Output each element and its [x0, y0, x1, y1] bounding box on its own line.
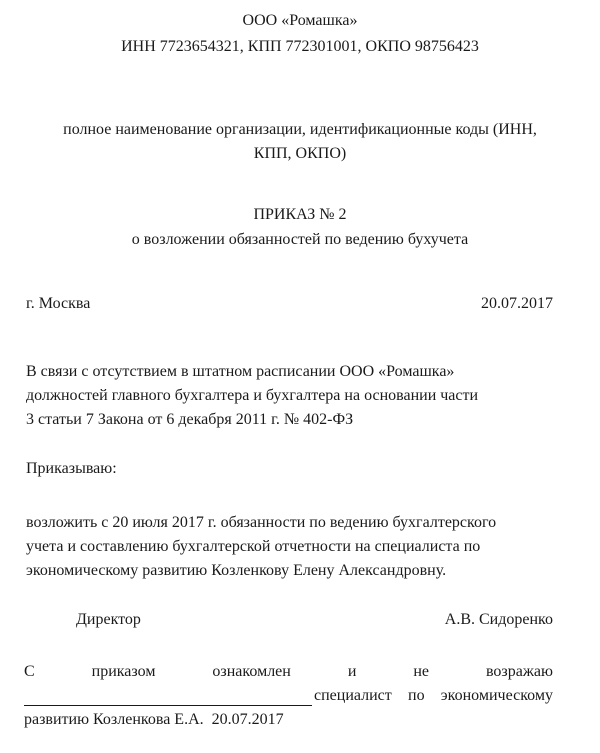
ack-word: экономическому — [440, 687, 553, 704]
ack-word: ознакомлен — [212, 663, 291, 680]
preamble-line-3: 3 статьи 7 Закона от 6 декабря 2011 г. № 402-ФЗ — [26, 411, 354, 428]
organization-codes: ИНН 7723654321, КПП 772301001, ОКПО 98756423 — [121, 38, 479, 55]
ack-position-words — [314, 686, 553, 706]
order-word: Приказываю: — [26, 460, 117, 477]
ack-word: возражаю — [485, 663, 553, 680]
signatory-name: А.В. Сидоренко — [444, 611, 553, 628]
order-title: ПРИКАЗ № 2 — [253, 206, 347, 223]
acknowledgement-line-1 — [24, 662, 553, 682]
signature-row — [76, 610, 553, 630]
preamble-line-1: В связи с отсутствием в штатном расписании ООО «Ромашка» — [26, 363, 455, 380]
organization-hint-line-1: полное наименование организации, идентификационные коды (ИНН, — [63, 121, 537, 138]
ack-word: и — [347, 663, 357, 680]
decision-line-2: учета и составлению бухгалтерской отчетности на специалиста по — [26, 538, 481, 555]
organization-name: ООО «Ромашка» — [242, 12, 358, 29]
city: г. Москва — [26, 295, 91, 312]
ack-word: не — [413, 663, 430, 680]
organization-hint-line-2: КПП, ОКПО) — [253, 145, 347, 162]
place-date-row — [26, 294, 553, 314]
signature-blank-line — [24, 689, 312, 706]
preamble-line-2: должностей главного бухгалтера и бухгалтера на основании части — [26, 387, 479, 404]
order-subtitle: о возложении обязанностей по ведению бухучета — [131, 231, 469, 248]
signatory-position: Директор — [76, 611, 141, 628]
ack-word: специалист — [314, 687, 392, 704]
decision-line-1: возложить с 20 июля 2017 г. обязанности по ведению бухгалтерского — [26, 514, 497, 531]
ack-word: по — [408, 687, 425, 704]
ack-word: С — [24, 663, 35, 680]
order-date: 20.07.2017 — [481, 295, 553, 312]
decision-line-3: экономическому развитию Козленкову Елену Александровну. — [26, 562, 447, 579]
acknowledgement-line-2 — [24, 686, 553, 706]
ack-word: приказом — [91, 663, 156, 680]
acknowledgement-line-3: развитию Козленкова Е.А. 20.07.2017 — [24, 711, 284, 728]
